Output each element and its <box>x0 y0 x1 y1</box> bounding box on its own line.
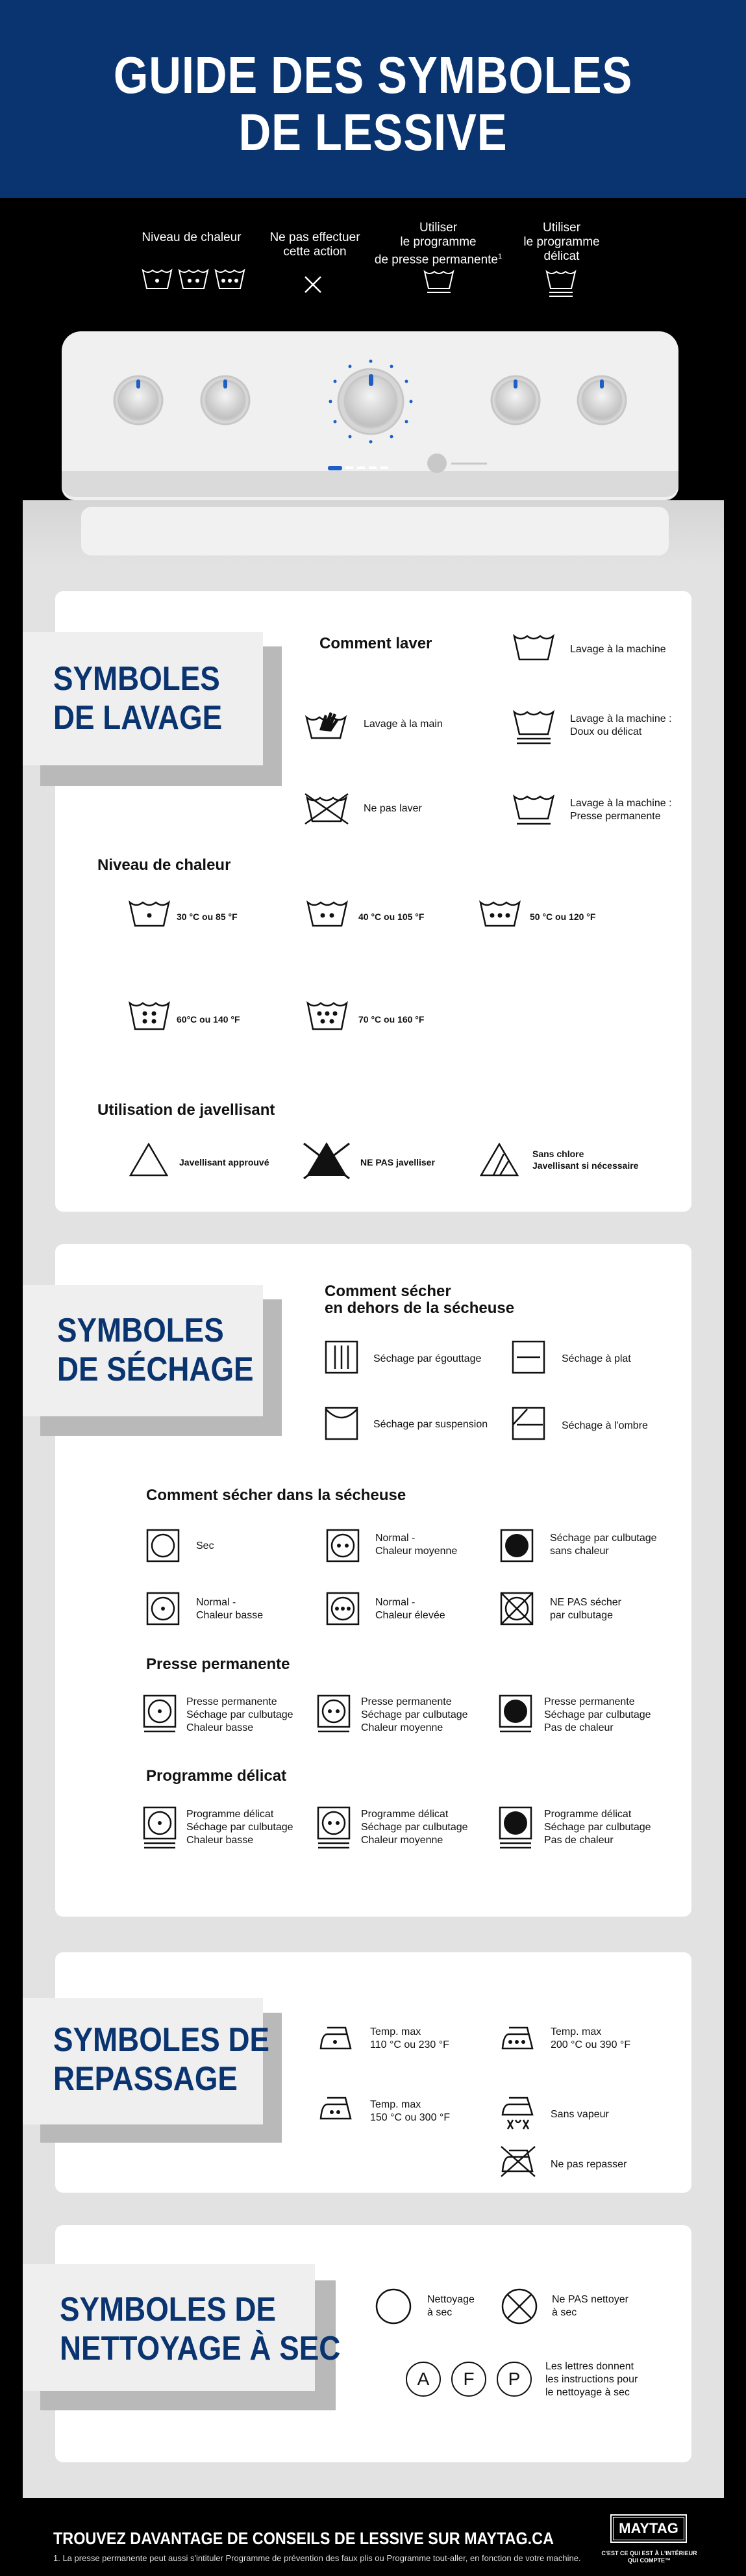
delicate-low-heat-icon <box>143 1806 177 1849</box>
delicate-no-heat-label: Programme délicat Séchage par culbutage Pas de chaleur <box>544 1809 651 1846</box>
no-bleach-label: NE PAS javelliser <box>360 1157 435 1167</box>
dry-clean-letter-p-icon: P <box>497 2362 532 2397</box>
drip-dry-label: Séchage par égouttage <box>373 1353 482 1364</box>
legend-heat-label: Niveau de chaleur <box>142 231 242 244</box>
do-not-tumble-dry-icon <box>500 1592 534 1626</box>
dry-shade-label: Séchage à l'ombre <box>562 1420 648 1431</box>
washing-section-title: SYMBOLES DE LAVAGE <box>53 660 223 737</box>
dry-shade-icon <box>512 1407 545 1440</box>
pp-no-heat-label: Presse permanente Séchage par culbutage Pas de chaleur <box>544 1696 651 1733</box>
delicate-medium-heat-label: Programme délicat Séchage par culbutage Chaleur moyenne <box>361 1809 468 1846</box>
permanent-press-wash-icon <box>513 794 554 826</box>
wash-temp-70-icon <box>306 1001 348 1032</box>
dry-clean-letter-f-icon: F <box>451 2362 486 2397</box>
iron-high-icon <box>499 2025 538 2051</box>
normal-medium-heat-label: Normal - Chaleur moyenne <box>375 1533 458 1557</box>
heat-level-heading: Niveau de chaleur <box>97 856 231 874</box>
normal-high-heat-icon <box>326 1592 360 1626</box>
iron-low-icon <box>317 2025 356 2051</box>
tumble-dry-icon <box>146 1529 180 1562</box>
delicate-low-heat-label: Programme délicat Séchage par culbutage Chaleur basse <box>186 1809 293 1846</box>
pp-medium-heat-icon <box>317 1694 351 1733</box>
wash-temp-30-icon <box>129 900 170 928</box>
bleach-approved-icon <box>129 1142 169 1177</box>
legend-no-action-label: Ne pas effectuer cette action <box>269 231 360 259</box>
pp-medium-heat-label: Presse permanente Séchage par culbutage Chaleur moyenne <box>361 1696 468 1733</box>
do-not-dry-clean-label: Ne PAS nettoyer à sec <box>552 2294 628 2318</box>
normal-low-heat-label: Normal - Chaleur basse <box>196 1597 264 1621</box>
delicate-medium-heat-icon <box>317 1806 351 1849</box>
page-title: GUIDE DES SYMBOLES DE LESSIVE <box>113 46 633 161</box>
wash-temp-30-label: 30 °C ou 85 °F <box>177 912 238 922</box>
legend-delicate-label: Utiliser le programme délicat <box>523 221 600 263</box>
do-not-dry-clean-icon <box>501 2288 538 2325</box>
pp-low-heat-icon <box>143 1694 177 1733</box>
dry-cleaning-section-title: SYMBOLES DE NETTOYAGE À SEC <box>60 2291 341 2367</box>
iron-high-label: Temp. max 200 °C ou 390 °F <box>551 2026 631 2050</box>
dry-flat-icon <box>512 1340 545 1374</box>
tumble-no-heat-icon <box>500 1529 534 1562</box>
legend-heat-icons <box>142 266 245 291</box>
line-dry-label: Séchage par suspension <box>373 1419 488 1430</box>
machine-wash-label: Lavage à la machine <box>570 644 666 655</box>
drip-dry-icon <box>325 1340 358 1374</box>
wash-temp-40-icon <box>306 900 348 928</box>
washer-knobs <box>104 351 649 481</box>
do-not-iron-icon <box>499 2145 538 2178</box>
dry-outside-heading: Comment sécher en dehors de la sécheuse <box>325 1282 515 1317</box>
tumble-dry-label: Sec <box>196 1540 214 1551</box>
pp-low-heat-label: Presse permanente Séchage par culbutage Chaleur basse <box>186 1696 293 1733</box>
bleach-heading: Utilisation de javellisant <box>97 1101 275 1119</box>
dry-in-dryer-heading: Comment sécher dans la sécheuse <box>146 1486 406 1504</box>
hand-wash-icon <box>305 708 347 741</box>
dry-clean-label: Nettoyage à sec <box>427 2294 475 2318</box>
dry-clean-letters-label: Les lettres donnent les instructions pour le nettoyage à sec <box>545 2361 638 2398</box>
how-to-wash-heading: Comment laver <box>319 635 432 652</box>
maytag-tagline: C'EST CE QUI EST À L'INTÉRIEUR QUI COMPTE™ <box>601 2550 697 2564</box>
delicate-no-heat-icon <box>499 1806 532 1849</box>
no-steam-icon <box>499 2095 538 2132</box>
legend-permanent-press-label: Utiliser le programme de presse permanente$^1$ <box>374 221 503 267</box>
do-not-tumble-dry-label: NE PAS sécher par culbutage <box>550 1597 621 1621</box>
permanent-press-wash-label: Lavage à la machine : Presse permanente <box>570 798 672 822</box>
no-steam-label: Sans vapeur <box>551 2109 609 2120</box>
footer-cta-link[interactable]: TROUVEZ DAVANTAGE DE CONSEILS DE LESSIVE SUR MAYTAG.CA <box>53 2529 554 2548</box>
tumble-no-heat-label: Séchage par culbutage sans chaleur <box>550 1533 657 1557</box>
gentle-wash-label: Lavage à la machine : Doux ou délicat <box>570 713 672 737</box>
hand-wash-label: Lavage à la main <box>364 719 443 730</box>
bleach-approved-label: Javellisant approuvé <box>179 1157 269 1167</box>
dry-permanent-press-heading: Presse permanente <box>146 1655 290 1673</box>
machine-wash-icon <box>513 633 554 662</box>
do-not-wash-icon <box>304 793 349 825</box>
dry-clean-icon <box>375 2288 412 2325</box>
iron-low-label: Temp. max 110 °C ou 230 °F <box>370 2026 449 2050</box>
line-dry-icon <box>325 1407 358 1440</box>
dry-clean-letter-a-icon: A <box>406 2362 441 2397</box>
legend-cross-icon <box>304 275 323 295</box>
wash-temp-60-label: 60°C ou 140 °F <box>177 1014 240 1025</box>
legend-delicate-icon <box>545 269 578 299</box>
normal-high-heat-label: Normal - Chaleur élevée <box>375 1597 445 1621</box>
dry-delicate-heading: Programme délicat <box>146 1767 287 1785</box>
do-not-wash-label: Ne pas laver <box>364 803 422 814</box>
footer-footnote: 1. La presse permanente peut aussi s'intituler Programme de prévention des faux plis ou Programme tout-aller, en fonction de votre machine. <box>53 2553 581 2563</box>
non-chlorine-bleach-icon <box>479 1142 519 1177</box>
iron-medium-icon <box>317 2095 356 2121</box>
wash-temp-50-icon <box>479 900 521 928</box>
normal-medium-heat-icon <box>326 1529 360 1562</box>
iron-medium-label: Temp. max 150 °C ou 300 °F <box>370 2099 451 2123</box>
washer-lid-window <box>81 507 669 555</box>
wash-temp-40-label: 40 °C ou 105 °F <box>358 912 425 922</box>
do-not-iron-label: Ne pas repasser <box>551 2159 627 2170</box>
dry-flat-label: Séchage à plat <box>562 1353 631 1364</box>
gentle-wash-icon <box>513 709 554 746</box>
pp-no-heat-icon <box>499 1694 532 1733</box>
wash-temp-60-icon <box>129 1001 170 1032</box>
non-chlorine-bleach-label: Sans chlore Javellisant si nécessaire <box>532 1149 639 1171</box>
wash-temp-70-label: 70 °C ou 160 °F <box>358 1014 425 1025</box>
normal-low-heat-icon <box>146 1592 180 1626</box>
drying-section-title: SYMBOLES DE SÉCHAGE <box>57 1312 254 1388</box>
ironing-section-title: SYMBOLES DE REPASSAGE <box>53 2021 270 2098</box>
legend-permanent-press-icon <box>423 269 456 295</box>
no-bleach-icon <box>303 1138 351 1179</box>
maytag-logo[interactable]: MAYTAG <box>610 2514 687 2543</box>
wash-temp-50-label: 50 °C ou 120 °F <box>530 912 596 922</box>
